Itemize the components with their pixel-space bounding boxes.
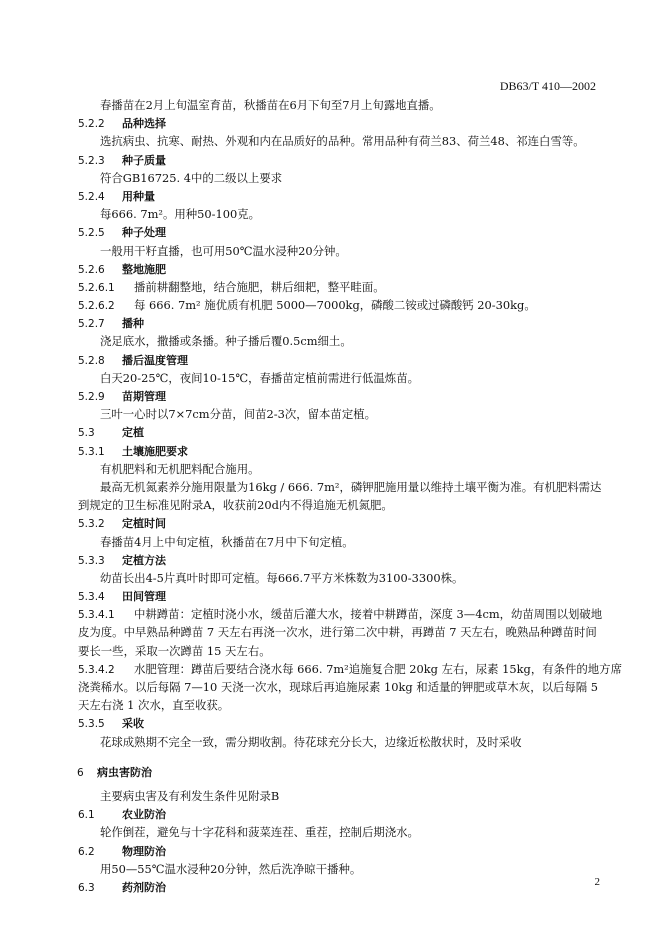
section-heading <box>78 805 606 823</box>
chapter-number: 6 <box>77 766 84 779</box>
section-title: 定植时间 <box>122 517 166 531</box>
numbered-item <box>78 605 606 623</box>
section-number: 5.2.8 <box>78 354 105 367</box>
section-heading <box>78 223 606 241</box>
paragraph: 三叶一心时以7×7cm分苗，间苗2-3次，留本苗定植。 <box>100 407 376 422</box>
section-number: 5.2.5 <box>78 227 105 240</box>
paragraph: 一般用干籽直播，也可用50℃温水浸种20分钟。 <box>100 243 347 258</box>
section-title: 播后温度管理 <box>122 353 188 367</box>
section-number: 5.3.4 <box>78 591 105 604</box>
section-number: 6.3 <box>78 881 95 894</box>
section-heading <box>78 514 606 532</box>
chapter-title: 病虫害防治 <box>97 765 152 779</box>
section-heading <box>78 260 606 278</box>
paragraph: 白天20-25℃，夜间10-15℃，春播苗定植前需进行低温炼苗。 <box>100 370 419 385</box>
paragraph: 有机肥料和无机肥料配合施用。 <box>100 461 260 476</box>
item-text: 中耕蹲苗：定植时浇小水，缓苗后灌大水，接着中耕蹲苗，深度 3—4cm，幼苗周围以划破地 <box>134 607 603 622</box>
section-number: 5.3.5 <box>78 718 105 731</box>
paragraph: 轮作倒茬，避免与十字花科和菠菜连茬、重茬，控制后期浇水。 <box>100 825 419 840</box>
section-title: 播种 <box>122 317 144 331</box>
page-number: 2 <box>594 876 600 888</box>
section-title: 田间管理 <box>122 590 166 604</box>
section-title: 种子质量 <box>122 153 166 167</box>
paragraph: 主要病虫害及有利发生条件见附录B <box>100 788 280 803</box>
section-heading <box>78 587 606 605</box>
item-number: 5.2.6.1 <box>78 281 115 294</box>
section-number: 5.2.6 <box>78 263 105 276</box>
section-number: 6.1 <box>78 809 95 822</box>
section-number: 6.2 <box>78 845 95 858</box>
paragraph-continuation: 到规定的卫生标准见附录A，收获前20d内不得追施无机氮肥。 <box>78 498 393 513</box>
section-title: 定植 <box>122 426 144 440</box>
numbered-item <box>78 660 622 678</box>
section-title: 采收 <box>122 717 144 731</box>
chapter-heading <box>77 763 606 781</box>
paragraph: 每666. 7m²。用种50-100克。 <box>100 207 261 222</box>
item-number: 5.3.4.1 <box>78 609 115 622</box>
section-heading <box>78 423 606 441</box>
section-number: 5.2.3 <box>78 154 105 167</box>
paragraph: 花球成熟期不完全一致，需分期收割。待花球充分长大，边缘近松散状时，及时采收 <box>100 734 522 749</box>
item-text: 水肥管理：蹲苗后要结合浇水每 666. 7m²追施复合肥 20kg 左右，尿素 15kg，有条件的地方席 <box>134 661 622 676</box>
section-title: 农业防治 <box>122 808 166 822</box>
section-heading <box>78 151 606 169</box>
section-heading <box>78 442 606 460</box>
section-title: 种子处理 <box>122 226 166 240</box>
numbered-item <box>78 296 606 314</box>
section-heading <box>78 387 606 405</box>
item-text: 每 666. 7m² 施优质有机肥 5000—7000kg，磷酸二铵或过磷酸钙 20-30kg。 <box>134 298 536 313</box>
section-title: 苗期管理 <box>122 390 166 403</box>
section-number: 5.2.4 <box>78 190 105 203</box>
paragraph-continuation: 要长一些，采取一次蹲苗 15 天左右。 <box>78 643 271 658</box>
paragraph-continuation: 天左右浇 1 次水，直至收获。 <box>78 698 230 713</box>
document-body <box>77 96 622 896</box>
paragraph: 幼苗长出4-5片真叶时即可定植。每666.7平方米株数为3100-3300株。 <box>100 570 464 585</box>
section-number: 5.3 <box>78 427 95 440</box>
paragraph: 春播苗在2月上旬温室育苗，秋播苗在6月下旬至7月上旬露地直播。 <box>100 98 441 112</box>
section-title: 用种量 <box>122 189 155 203</box>
section-heading <box>78 714 606 732</box>
document-code: DB63/T 410—2002 <box>499 79 596 93</box>
paragraph: 符合GB16725. 4中的二级以上要求 <box>100 170 283 185</box>
section-heading <box>78 314 606 332</box>
paragraph-continuation: 皮为度。中早熟品种蹲苗 7 天左右再浇一次水，进行第二次中耕，再蹲苗 7 天左右，晚熟品种蹲苗时间 <box>78 625 597 640</box>
section-heading <box>78 114 606 132</box>
section-heading <box>78 351 606 369</box>
item-number: 5.3.4.2 <box>78 663 115 676</box>
section-number: 5.2.7 <box>78 318 105 331</box>
section-number: 5.3.1 <box>78 445 105 458</box>
section-heading <box>78 842 606 860</box>
section-heading <box>78 551 606 569</box>
section-number: 5.2.2 <box>78 118 105 131</box>
paragraph: 春播苗4月上中旬定植，秋播苗在7月中下旬定植。 <box>100 534 354 549</box>
section-title: 土壤施肥要求 <box>122 444 188 458</box>
paragraph: 浇足底水，撒播或条播。种子播后覆0.5cm细土。 <box>100 334 352 349</box>
paragraph: 选抗病虫、抗寒、耐热、外观和内在品质好的品种。常用品种有荷兰83、荷兰48、祁连白雪等。 <box>100 134 585 149</box>
paragraph: 用50—55℃温水浸种20分钟，然后洗净晾干播种。 <box>100 861 362 876</box>
section-number: 5.3.2 <box>78 518 105 531</box>
paragraph: 最高无机氮素养分施用限量为16kg / 666. 7m²，磷钾肥施用量以维持土壤平衡为准。有机肥料需达 <box>100 479 602 494</box>
section-title: 整地施肥 <box>122 262 166 276</box>
section-number: 5.2.9 <box>78 391 105 403</box>
section-title: 药剂防治 <box>122 880 166 894</box>
paragraph-continuation: 浇粪稀水。以后每隔 7—10 天浇一次水，现球后再追施尿素 10kg 和适量的钾肥或草木灰，以后每隔 5 <box>78 680 599 694</box>
section-number: 5.3.3 <box>78 554 105 567</box>
section-title: 定植方法 <box>122 553 166 567</box>
section-heading <box>78 187 606 205</box>
section-title: 品种选择 <box>122 117 166 131</box>
item-number: 5.2.6.2 <box>78 300 115 313</box>
numbered-item <box>78 278 606 296</box>
item-text: 播前耕翻整地，结合施肥，耕后细耙，整平畦面。 <box>134 279 385 294</box>
section-title: 物理防治 <box>122 844 166 858</box>
section-heading <box>78 878 606 896</box>
